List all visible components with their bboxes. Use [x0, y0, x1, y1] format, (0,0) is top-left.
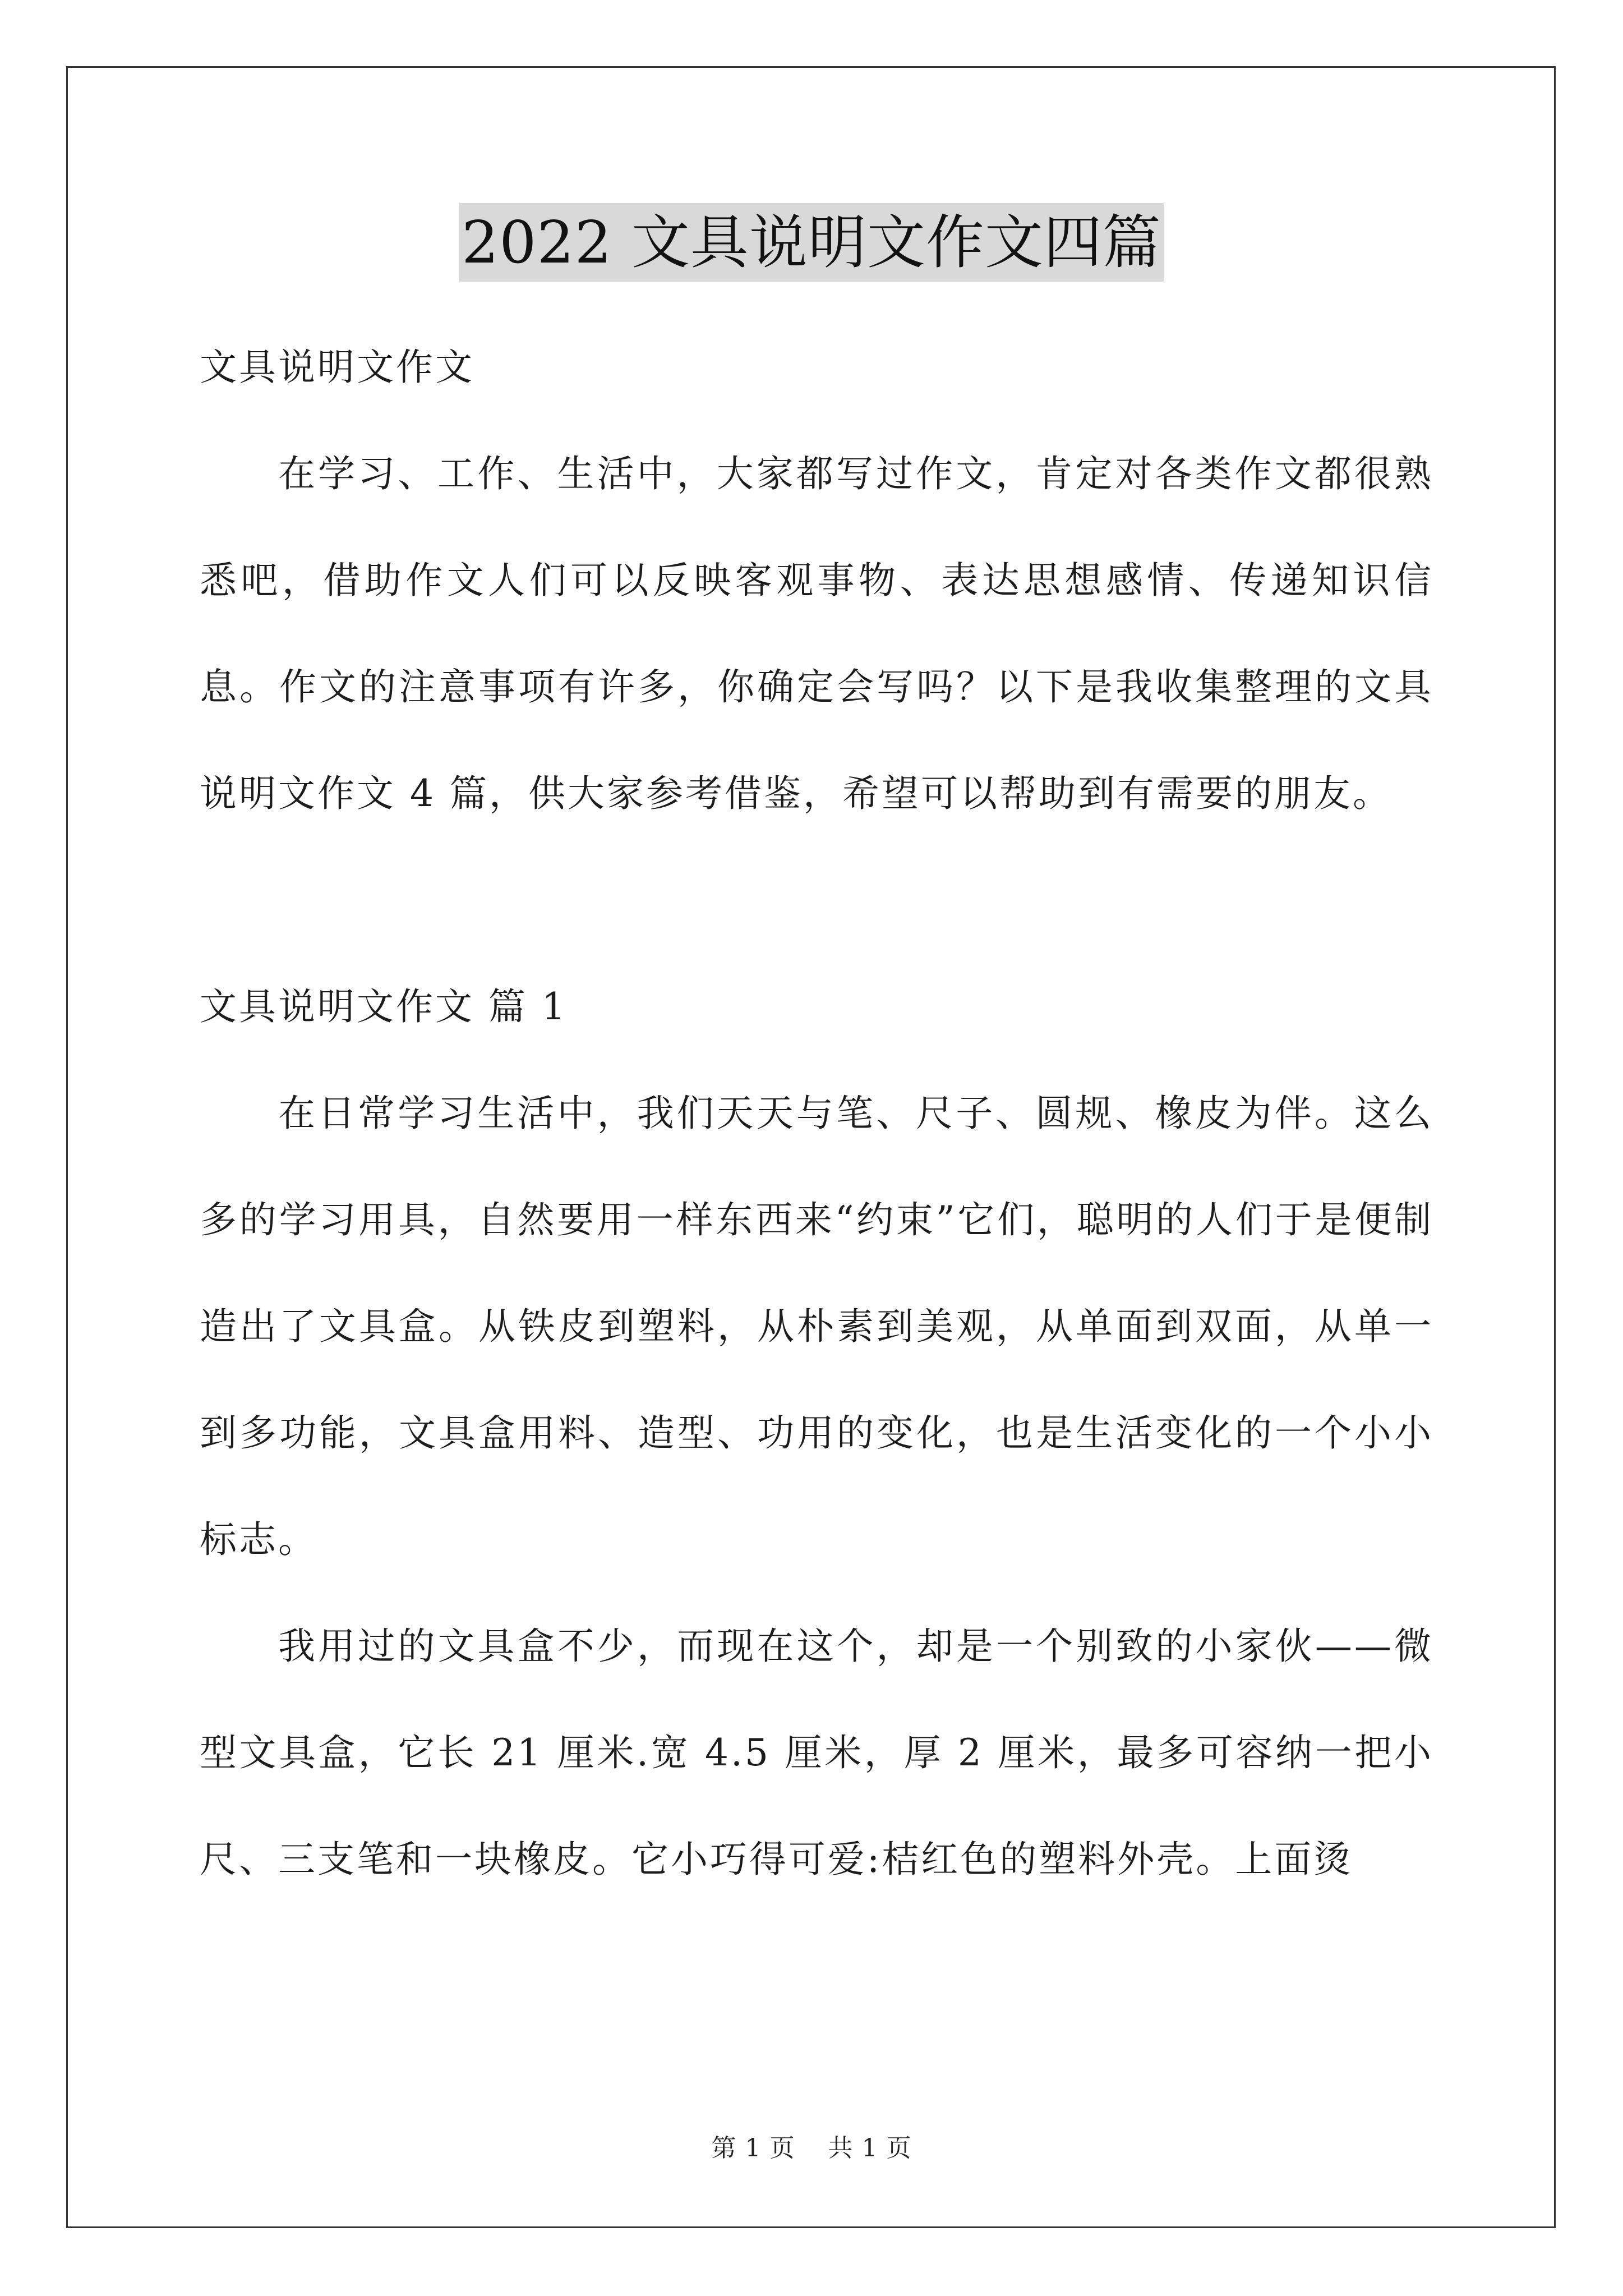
- section1-heading: 文具说明文作文 篇 1: [200, 985, 568, 1028]
- intro-heading: 文具说明文作文: [200, 346, 474, 389]
- page-number-current: 第 1 页: [711, 2134, 795, 2162]
- page-number-total: 共 1 页: [828, 2134, 912, 2162]
- document-body: [200, 314, 1433, 1913]
- title-container: [0, 203, 1623, 282]
- section1-paragraph-1: 在日常学习生活中，我们天天与笔、尺子、圆规、橡皮为伴。这么多的学习用具，自然要用一样东西来“约束”它们，聪明的人们于是便制造出了文具盒。从铁皮到塑料，从朴素到美观，从单面到双面，从单一到多功能，文具盒用料、造型、功用的变化，也是生活变化的一个小小标志。: [200, 1092, 1433, 1561]
- page-footer: [0, 2132, 1623, 2165]
- document-title: 2022 文具说明文作文四篇: [459, 203, 1164, 282]
- section1-paragraph-2: 我用过的文具盒不少，而现在这个，却是一个别致的小家伙——微型文具盒，它长 21 厘米.宽 4.5 厘米，厚 2 厘米，最多可容纳一把小尺、三支笔和一块橡皮。它小巧得可爱:桔红色的塑料外壳。上面烫: [200, 1625, 1433, 1881]
- section-spacer: [200, 847, 1433, 954]
- intro-paragraph: 在学习、工作、生活中，大家都写过作文，肯定对各类作文都很熟悉吧，借助作文人们可以反映客观事物、表达思想感情、传递知识信息。作文的注意事项有许多，你确定会写吗？以下是我收集整理的文具说明文作文 4 篇，供大家参考借鉴，希望可以帮助到有需要的朋友。: [200, 452, 1433, 815]
